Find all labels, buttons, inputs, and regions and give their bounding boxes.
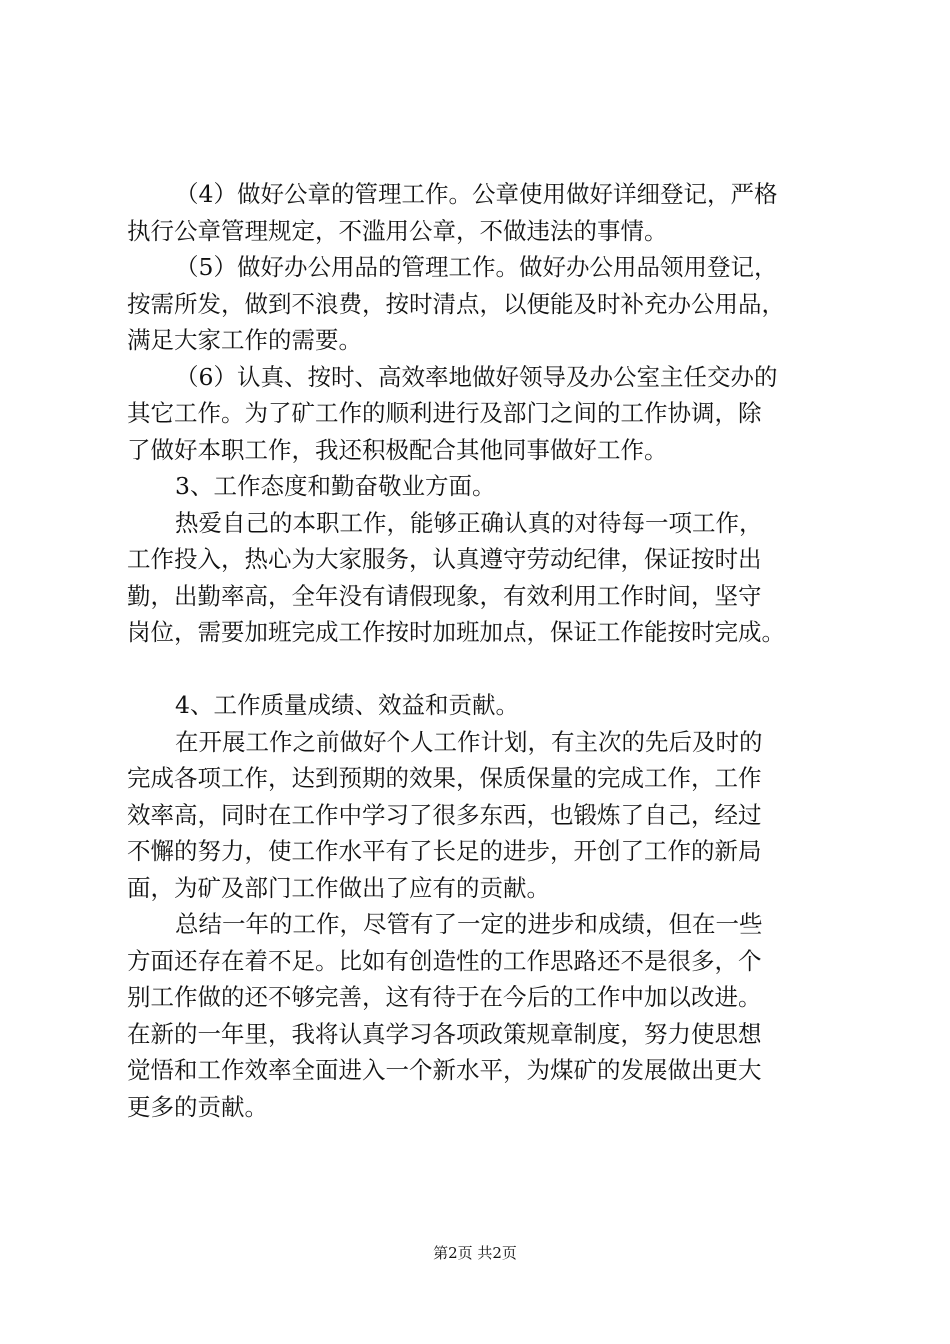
text-line: 勤，出勤率高，全年没有请假现象，有效利用工作时间，坚守 bbox=[127, 581, 762, 610]
text-line: （4）做好公章的管理工作。公章使用做好详细登记，严格 bbox=[175, 180, 778, 208]
text-line: 其它工作。为了矿工作的顺利进行及部门之间的工作协调，除 bbox=[127, 399, 762, 427]
text-line: （6）认真、按时、高效率地做好领导及办公室主任交办的 bbox=[175, 362, 778, 391]
text-line: 按需所发，做到不浪费，按时清点，以便能及时补充办公用品， bbox=[127, 289, 785, 318]
text-line: 面，为矿及部门工作做出了应有的贡献。 bbox=[127, 873, 550, 902]
text-line: 执行公章管理规定，不滥用公章，不做违法的事情。 bbox=[127, 216, 668, 245]
text-line: 觉悟和工作效率全面进入一个新水平，为煤矿的发展做出更大 bbox=[127, 1056, 762, 1084]
blank-line bbox=[127, 651, 847, 688]
text-line: 效率高，同时在工作中学习了很多东西，也锻炼了自己，经过 bbox=[127, 800, 762, 829]
text-line: 4、工作质量成绩、效益和贡献。 bbox=[175, 691, 519, 719]
text-line: 工作投入，热心为大家服务，认真遵守劳动纪律，保证按时出 bbox=[127, 545, 762, 573]
text-line: 3、工作态度和勤奋敬业方面。 bbox=[175, 472, 496, 500]
text-line: 岗位，需要加班完成工作按时加班加点，保证工作能按时完成。 bbox=[127, 618, 785, 646]
text-line: 方面还存在着不足。比如有创造性的工作思路还不是很多，个 bbox=[127, 946, 762, 975]
text-line: 了做好本职工作，我还积极配合其他同事做好工作。 bbox=[127, 435, 668, 464]
text-line: 完成各项工作，达到预期的效果，保质保量的完成工作，工作 bbox=[127, 764, 762, 792]
text-line: 不懈的努力，使工作水平有了长足的进步，开创了工作的新局 bbox=[127, 837, 762, 865]
text-line: 在开展工作之前做好个人工作计划，有主次的先后及时的 bbox=[175, 727, 763, 756]
document-body bbox=[127, 176, 847, 1125]
text-line: 在新的一年里，我将认真学习各项政策规章制度，努力使思想 bbox=[127, 1019, 762, 1048]
text-line: 更多的贡献。 bbox=[127, 1092, 268, 1121]
text-line: 别工作做的还不够完善，这有待于在今后的工作中加以改进。 bbox=[127, 983, 762, 1011]
text-line: 总结一年的工作，尽管有了一定的进步和成绩，但在一些 bbox=[175, 910, 763, 938]
text-line: 热爱自己的本职工作，能够正确认真的对待每一项工作， bbox=[175, 508, 763, 537]
page-footer: 第2页 共2页 bbox=[433, 1244, 517, 1262]
text-line: 满足大家工作的需要。 bbox=[127, 326, 362, 354]
text-line: （5）做好办公用品的管理工作。做好办公用品领用登记， bbox=[175, 253, 778, 281]
